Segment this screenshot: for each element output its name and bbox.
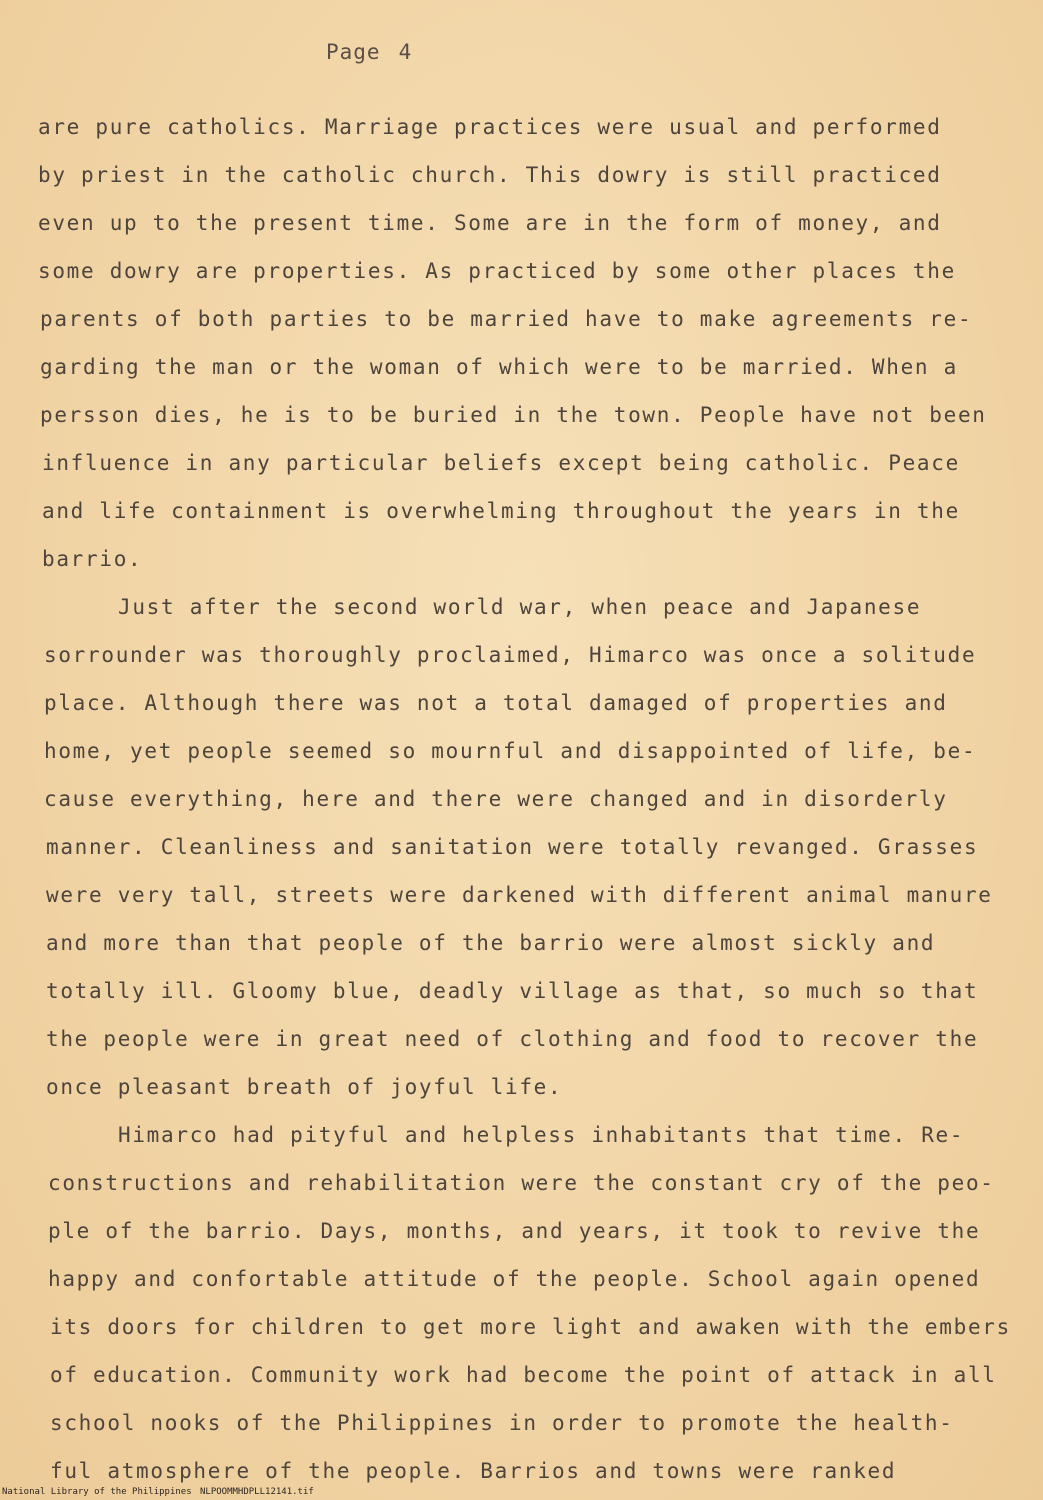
page-label: Page <box>326 40 381 64</box>
text-line: totally ill. Gloomy blue, deadly village as that, so much so that <box>46 979 979 1003</box>
text-line: Himarco had pityful and helpless inhabitants that time. Re- <box>118 1123 965 1147</box>
text-line: were very tall, streets were darkened with different animal manure <box>46 883 993 907</box>
text-line: Just after the second world war, when peace and Japanese <box>118 595 922 619</box>
text-line: happy and confortable attitude of the people. School again opened <box>48 1267 981 1291</box>
library-credit: National Library of the Philippines <box>2 1487 192 1497</box>
text-line: sorrounder was thoroughly proclaimed, Himarco was once a solitude <box>44 643 977 667</box>
text-line: of education. Community work had become the point of attack in all <box>50 1363 997 1387</box>
file-id: NLPOOMMHDPLL12141.tif <box>200 1487 314 1497</box>
text-line: influence in any particular beliefs except being catholic. Peace <box>42 451 960 475</box>
text-line: by priest in the catholic church. This dowry is still practiced <box>38 163 942 187</box>
text-line: its doors for children to get more light and awaken with the embers <box>50 1315 1011 1339</box>
text-line: some dowry are properties. As practiced by some other places the <box>38 259 956 283</box>
text-line: the people were in great need of clothing and food to recover the <box>46 1027 979 1051</box>
text-line: constructions and rehabilitation were the constant cry of the peo- <box>48 1171 995 1195</box>
text-line: ful atmosphere of the people. Barrios and towns were ranked <box>50 1459 897 1483</box>
text-line: once pleasant breath of joyful life. <box>46 1075 563 1099</box>
text-line: manner. Cleanliness and sanitation were totally revanged. Grasses <box>46 835 979 859</box>
text-line: parents of both parties to be married have to make agreements re- <box>40 307 973 331</box>
text-line: persson dies, he is to be buried in the town. People have not been <box>40 403 987 427</box>
text-line: garding the man or the woman of which were to be married. When a <box>40 355 958 379</box>
page-header <box>326 40 430 64</box>
scan-footer <box>0 1484 1043 1500</box>
text-line: home, yet people seemed so mournful and disappointed of life, be- <box>44 739 977 763</box>
text-line: barrio. <box>42 547 143 571</box>
text-line: and life containment is overwhelming throughout the years in the <box>42 499 960 523</box>
text-line: school nooks of the Philippines in order to promote the health- <box>50 1411 954 1435</box>
text-line: are pure catholics. Marriage practices were usual and performed <box>38 115 942 139</box>
page-number: 4 <box>398 40 413 64</box>
text-line: ple of the barrio. Days, months, and years, it took to revive the <box>48 1219 981 1243</box>
text-line: and more than that people of the barrio were almost sickly and <box>46 931 936 955</box>
text-line: cause everything, here and there were changed and in disorderly <box>44 787 948 811</box>
text-line: place. Although there was not a total damaged of properties and <box>44 691 948 715</box>
text-line: even up to the present time. Some are in the form of money, and <box>38 211 942 235</box>
